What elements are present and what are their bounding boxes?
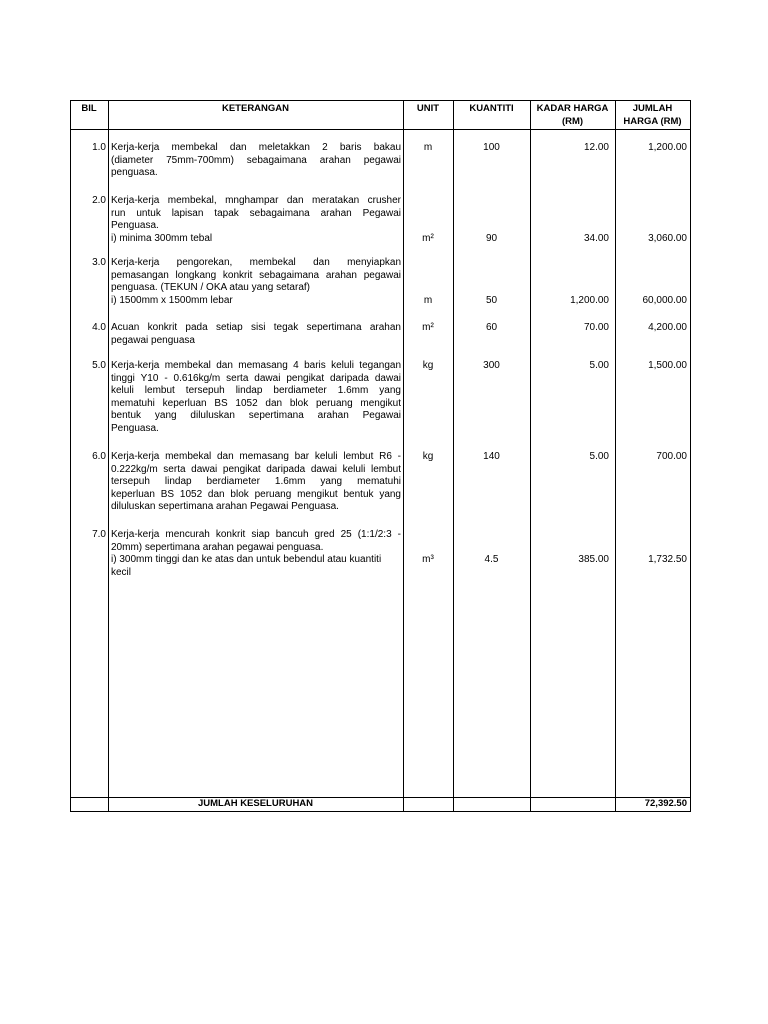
item-description-line: Kerja-kerja membekal, mnghampar dan meratakan crusher: [111, 195, 401, 206]
item-amount: 1,200.00: [648, 142, 687, 153]
item-number: 2.0: [92, 195, 106, 206]
header-unit: UNIT: [416, 103, 440, 114]
item-description-line: Acuan konkrit pada setiap sisi tegak sepertimana arahan: [111, 322, 401, 333]
item-description-line: Kerja-kerja membekal dan memasang bar keluli lembut R6 -: [111, 451, 401, 462]
item-description-line: 0.222kg/m serta dawai pengikat daripada dawai keluli lembut: [111, 463, 401, 475]
item-description-line: pemasangan longkang konkrit sebagaimana arahan pegawai: [111, 269, 401, 281]
header-jumlah-harga-label: JUMLAH: [632, 103, 673, 114]
item-unit: m²: [422, 232, 434, 244]
item-description-line: diluluskan sepertimana arahan Pegawai Penguasa.: [111, 501, 339, 513]
item-description-line: tersepuh lindap berdiameter 1.6mm yang mematuhi: [111, 476, 401, 488]
item-description: [111, 142, 401, 180]
item-description: [111, 360, 401, 436]
item-description-line: tinggi Y10 - 0.616kg/m serta dawai pengikat daripada dawai: [111, 372, 401, 384]
item-description-line: penguasa.: [111, 167, 158, 179]
item-description-line: Penguasa.: [111, 422, 159, 434]
item-description: [111, 322, 401, 347]
table-top-border: [70, 100, 691, 101]
item-quantity: 300: [483, 360, 500, 371]
item-number: 6.0: [92, 451, 106, 462]
item-description: [111, 257, 401, 307]
item-rate: 1,200.00: [570, 294, 609, 306]
item-rate: 70.00: [583, 322, 609, 333]
item-rate: 385.00: [578, 554, 609, 566]
item-description-line: bentuk yang diluluskan sepertimana arahan Pegawai: [111, 410, 401, 422]
item-quantity: 90: [485, 232, 498, 244]
header-keterangan: KETERANGAN: [221, 103, 290, 114]
header-jumlah-harga-unit: HARGA (RM): [623, 116, 682, 127]
item-description-line: i) 300mm tinggi dan ke atas dan untuk bebendul atau kuantiti: [111, 554, 382, 566]
item-amount: 700.00: [656, 451, 687, 462]
item-description-line: run untuk lapisan tapak sebagaimana arahan Pegawai: [111, 207, 401, 219]
item-number: 4.0: [92, 322, 106, 333]
item-amount: 1,732.50: [648, 554, 687, 566]
item-description-line: pegawai penguasa: [111, 334, 195, 346]
header-bottom-border: [70, 129, 691, 130]
item-unit: kg: [422, 360, 434, 371]
item-unit: kg: [422, 451, 434, 462]
item-unit: m: [423, 142, 433, 153]
item-unit: m³: [422, 554, 434, 566]
header-bil: BIL: [81, 103, 97, 114]
item-description-line: Kerja-kerja mencurah konkrit siap bancuh gred 25 (1:1/2:3 -: [111, 529, 401, 540]
item-quantity: 4.5: [484, 554, 499, 566]
item-rate: 5.00: [589, 360, 609, 371]
item-description-line: kecil: [111, 566, 132, 578]
item-description-line: Kerja-kerja membekal dan meletakkan 2 baris bakau: [111, 142, 401, 153]
item-description: [111, 451, 401, 514]
item-rate: 34.00: [583, 232, 609, 244]
item-amount: 3,060.00: [648, 232, 687, 244]
item-description-line: mematuhi keperluan BS 1052 dan blok peruang mengikut: [111, 397, 401, 409]
item-description-line: 20mm) sepertimana arahan pegawai penguasa.: [111, 541, 324, 553]
header-kuantiti: KUANTITI: [469, 103, 514, 114]
item-description-line: Kerja-kerja pengorekan, membekal dan menyiapkan: [111, 257, 401, 268]
total-label: JUMLAH KESELURUHAN: [197, 798, 314, 809]
item-unit: m: [423, 294, 433, 306]
item-description-line: keluli lembut tersepuh lindap berdiameter 1.6mm yang: [111, 385, 401, 397]
item-quantity: 60: [485, 322, 498, 333]
boq-table: [70, 100, 691, 812]
item-description: [111, 529, 401, 579]
item-description-line: i) minima 300mm tebal: [111, 232, 213, 244]
item-number: 5.0: [92, 360, 106, 371]
col-border-right: [690, 100, 691, 812]
item-unit: m²: [422, 322, 434, 333]
table-bottom-border: [70, 811, 691, 812]
item-quantity: 50: [485, 294, 498, 306]
item-amount: 1,500.00: [648, 360, 687, 371]
item-quantity: 100: [483, 142, 500, 153]
item-amount: 60,000.00: [642, 294, 687, 306]
header-jumlah-harga: [615, 102, 690, 128]
item-number: 1.0: [92, 142, 106, 153]
item-number: 7.0: [92, 529, 106, 540]
item-description-line: Penguasa.: [111, 220, 159, 232]
item-description: [111, 195, 401, 245]
item-rate: 12.00: [583, 142, 609, 153]
item-quantity: 140: [483, 451, 500, 462]
header-kadar-harga-unit: (RM): [561, 116, 584, 127]
item-description-line: (diameter 75mm-700mm) sebagaimana arahan pegawai: [111, 154, 401, 166]
col-border-bil: [108, 100, 109, 812]
header-kadar-harga-label: KADAR HARGA: [536, 103, 609, 114]
item-amount: 4,200.00: [648, 322, 687, 333]
item-number: 3.0: [92, 257, 106, 268]
item-description-line: penguasa. (TEKUN / OKA atau yang setaraf): [111, 282, 310, 294]
item-description-line: Kerja-kerja membekal dan memasang 4 baris keluli tegangan: [111, 360, 401, 371]
total-value: 72,392.50: [644, 798, 687, 809]
header-kadar-harga: [530, 102, 615, 128]
item-rate: 5.00: [589, 451, 609, 462]
item-description-line: i) 1500mm x 1500mm lebar: [111, 294, 233, 306]
item-description-line: keperluan BS 1052 dan blok peruang mengikut bentuk yang: [111, 488, 401, 500]
